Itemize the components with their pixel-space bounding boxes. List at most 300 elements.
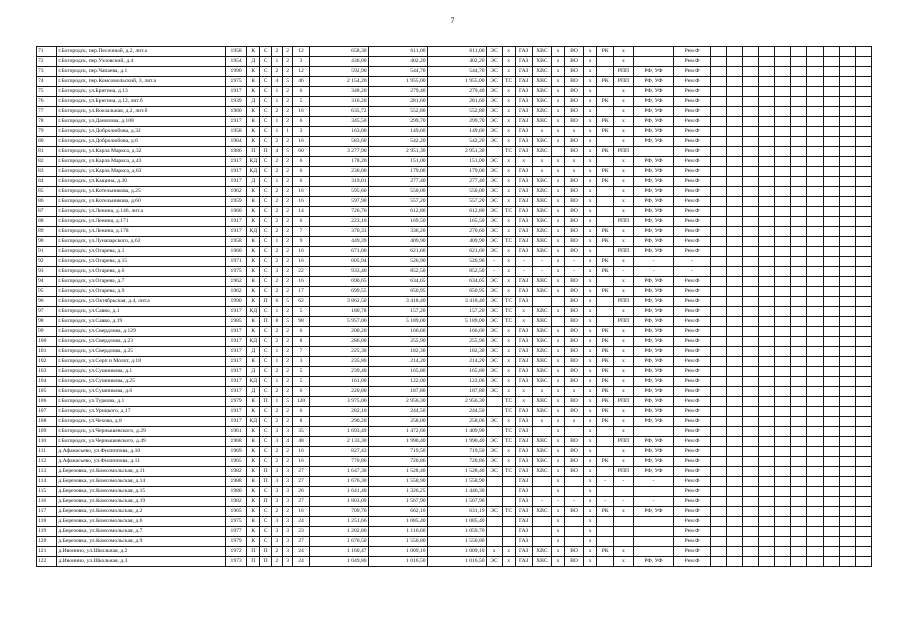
table-cell: Рем.Ф [674, 237, 710, 247]
table-cell [759, 267, 775, 277]
table-cell [710, 507, 726, 517]
table-cell [759, 247, 775, 257]
table-cell: Рем.Ф [674, 497, 710, 507]
table-cell: ВО [564, 557, 583, 567]
table-cell: 9 [293, 237, 309, 247]
table-cell [823, 537, 839, 547]
table-cell: 2 [272, 327, 283, 337]
table-cell: х [564, 127, 583, 137]
table-cell: РПП [614, 67, 633, 77]
table-cell [791, 517, 807, 527]
table-cell: 26 [293, 487, 309, 497]
table-cell: ЭС [486, 357, 502, 367]
table-cell [726, 277, 742, 287]
table-cell [823, 407, 839, 417]
table-cell [791, 147, 807, 157]
table-cell [839, 447, 855, 457]
table-cell: 255,90 [427, 337, 486, 347]
table-cell: 4 [282, 437, 293, 447]
table-row [37, 157, 872, 167]
table-cell: х [614, 547, 633, 557]
table-cell [759, 467, 775, 477]
table-cell [839, 157, 855, 167]
table-cell: х [552, 477, 565, 487]
table-cell: ТС [502, 467, 515, 477]
table-cell: РК [597, 347, 614, 357]
table-cell: г.Богородск, ул.Бригина, д.13 [57, 87, 226, 97]
table-cell [597, 157, 614, 167]
table-cell: х [584, 557, 597, 567]
table-cell: Рем.Ф [674, 87, 710, 97]
table-cell [791, 467, 807, 477]
table-cell [839, 477, 855, 487]
table-cell: 1988 [225, 477, 246, 487]
table-row [37, 257, 872, 267]
table-cell: 83 [37, 167, 57, 177]
table-cell: ГАЗ [515, 287, 532, 297]
table-cell [791, 277, 807, 287]
table-cell: Д [247, 367, 260, 377]
table-cell: К [247, 507, 260, 517]
table-cell: 1 059,70 [427, 527, 486, 537]
table-cell [823, 107, 839, 117]
table-cell: ХВС [532, 67, 551, 77]
table-cell: 5 [282, 317, 293, 327]
table-cell [775, 427, 791, 437]
table-cell [633, 517, 674, 527]
table-cell: ГАЗ [515, 57, 532, 67]
table-row [37, 67, 872, 77]
table-cell: ХВС [532, 187, 551, 197]
table-cell: ВО [564, 237, 583, 247]
table-cell [743, 477, 759, 487]
table-cell: ЭС [486, 197, 502, 207]
table-cell: ЭС [486, 217, 502, 227]
table-cell: 104 [37, 377, 57, 387]
table-cell: 2 [282, 157, 293, 167]
table-cell: Рем.Ф [674, 137, 710, 147]
table-cell: ХВС [532, 407, 551, 417]
table-cell: 122,00 [368, 377, 427, 387]
table-cell: х [552, 197, 565, 207]
table-cell [775, 177, 791, 187]
table-cell: РФ, УФ [633, 197, 674, 207]
table-cell [759, 317, 775, 327]
table-cell: 550,00 [427, 187, 486, 197]
table-cell: 5 [282, 397, 293, 407]
table-cell: ГАЗ [515, 377, 532, 387]
table-cell: г.Богородск, пер.Песочный, д.2, лит.а [57, 47, 226, 57]
table-cell: 4 [272, 147, 283, 157]
table-cell [502, 477, 515, 487]
table-cell [743, 497, 759, 507]
table-cell: Рем.Ф [674, 447, 710, 457]
table-cell [807, 67, 823, 77]
table-cell [855, 47, 871, 57]
table-cell: 3 [272, 497, 283, 507]
table-cell: 2 [282, 447, 293, 457]
table-cell: Рем.Ф [674, 477, 710, 487]
table-cell: 1 990,40 [427, 437, 486, 447]
table-cell [807, 507, 823, 517]
table-cell: г.Богородск, ул.Котельникова, д.25 [57, 187, 226, 197]
table-cell [807, 187, 823, 197]
table-cell [614, 517, 633, 527]
table-cell: 1917 [225, 117, 246, 127]
table-cell [759, 77, 775, 87]
table-cell: 214,20 [427, 357, 486, 367]
table-cell: х [584, 147, 597, 157]
table-cell: 2 [272, 217, 283, 227]
table-cell: ГАЗ [515, 347, 532, 357]
table-cell [839, 117, 855, 127]
table-cell: С [260, 127, 272, 137]
table-cell: Рем.Ф [674, 397, 710, 407]
table-cell: х [614, 307, 633, 317]
table-cell: 2 [282, 247, 293, 257]
table-cell: 3 [272, 467, 283, 477]
table-cell [839, 167, 855, 177]
table-cell: х [584, 77, 597, 87]
table-cell [597, 247, 614, 257]
table-cell: 1917 [225, 327, 246, 337]
table-cell: - [564, 497, 583, 507]
table-cell: РПП [614, 437, 633, 447]
table-cell: РК [597, 167, 614, 177]
table-cell [726, 407, 742, 417]
table-cell: К [247, 427, 260, 437]
table-cell: 5 957,00 [309, 317, 368, 327]
table-cell [726, 127, 742, 137]
table-cell: х [614, 277, 633, 287]
table-cell: х [584, 277, 597, 287]
table-cell: х [584, 227, 597, 237]
table-cell: С [260, 287, 272, 297]
table-cell: ЭС [486, 367, 502, 377]
table-cell: ХВС [532, 397, 551, 407]
table-cell: х [614, 137, 633, 147]
table-cell [855, 157, 871, 167]
table-cell [743, 67, 759, 77]
table-cell: 46 [293, 77, 309, 87]
table-cell [855, 267, 871, 277]
table-cell: 5 189,00 [427, 317, 486, 327]
table-cell: 2 [272, 227, 283, 237]
table-cell [855, 467, 871, 477]
table-cell: ГАЗ [515, 547, 532, 557]
table-cell [759, 527, 775, 537]
table-cell: ВО [564, 177, 583, 187]
table-cell: Д [247, 97, 260, 107]
table-cell: ГАЗ [515, 127, 532, 137]
table-cell [807, 107, 823, 117]
table-row [37, 457, 872, 467]
table-cell [597, 57, 614, 67]
table-cell: х [614, 427, 633, 437]
table-cell [552, 297, 565, 307]
table-cell [759, 287, 775, 297]
table-cell: С [260, 197, 272, 207]
table-cell: Рем.Ф [674, 77, 710, 87]
table-cell [855, 437, 871, 447]
table-cell: ГАЗ [515, 247, 532, 257]
table-cell: 258,00 [427, 417, 486, 427]
table-cell [710, 287, 726, 297]
table-cell: 2 [272, 157, 283, 167]
table-cell: х [614, 97, 633, 107]
table-cell [532, 517, 551, 527]
table-cell: РК [597, 257, 614, 267]
table-cell [807, 527, 823, 537]
table-cell: г.Богородск, ул.Свердлова, д.23 [57, 337, 226, 347]
table-cell: КД [247, 167, 260, 177]
table-cell: х [614, 417, 633, 427]
table-cell: г.Богородск, ул.Огарева, д.1 [57, 247, 226, 257]
table-cell [791, 187, 807, 197]
table-row [37, 527, 872, 537]
table-cell [710, 57, 726, 67]
table-cell: 86 [37, 197, 57, 207]
table-row [37, 537, 872, 547]
table-cell: К [247, 117, 260, 127]
table-cell: КД [247, 417, 260, 427]
table-cell: ЭС [486, 417, 502, 427]
table-cell: РФ, УФ [633, 177, 674, 187]
table-cell: 1917 [225, 367, 246, 377]
table-cell: 3 [272, 477, 283, 487]
table-cell: ЭС [486, 177, 502, 187]
table-cell [855, 287, 871, 297]
table-cell [743, 367, 759, 377]
table-cell: х [584, 507, 597, 517]
table-cell: ВО [564, 137, 583, 147]
table-cell [791, 397, 807, 407]
table-cell [710, 317, 726, 327]
table-cell: х [552, 447, 565, 457]
table-cell: 2 [272, 187, 283, 197]
table-cell [791, 117, 807, 127]
table-cell: 95 [37, 287, 57, 297]
table-cell [855, 117, 871, 127]
table-row [37, 427, 872, 437]
table-cell: 1980 [225, 487, 246, 497]
table-cell [839, 387, 855, 397]
table-cell [710, 107, 726, 117]
table-cell: 1 693,49 [309, 427, 368, 437]
table-cell [855, 137, 871, 147]
table-cell [855, 217, 871, 227]
table-cell: С [260, 97, 272, 107]
table-cell [791, 337, 807, 347]
table-cell [855, 277, 871, 287]
table-row [37, 177, 872, 187]
table-cell: ВО [564, 87, 583, 97]
table-cell: ТС [502, 437, 515, 447]
table-cell: ЭС [486, 137, 502, 147]
table-cell: К [247, 217, 260, 227]
table-cell: г.Богородск, ул.Октябрьская, д.4, лит.а [57, 297, 226, 307]
table-cell: х [552, 287, 565, 297]
table-cell [791, 217, 807, 227]
table-cell [807, 487, 823, 497]
table-cell [597, 137, 614, 147]
table-cell: х [552, 257, 565, 267]
table-cell: 3 [272, 487, 283, 497]
table-cell: Рем.Ф [674, 157, 710, 167]
table-cell: ЭС [486, 227, 502, 237]
table-cell: х [614, 447, 633, 457]
table-cell [532, 537, 551, 547]
table-row [37, 507, 872, 517]
table-cell: 690,65 [309, 277, 368, 287]
table-cell: К [247, 77, 260, 87]
table-cell [823, 547, 839, 557]
table-cell: 2 [272, 197, 283, 207]
table-cell: 1975 [225, 77, 246, 87]
table-cell: г.Богородск, ул.Свердлова, д.25 [57, 347, 226, 357]
table-cell: П [260, 467, 272, 477]
table-cell: ГАЗ [515, 297, 532, 307]
table-cell: ХВС [532, 287, 551, 297]
table-cell: ЭС [486, 337, 502, 347]
table-cell [743, 437, 759, 447]
table-cell [775, 547, 791, 557]
table-cell: С [260, 187, 272, 197]
table-cell [775, 537, 791, 547]
table-cell [775, 117, 791, 127]
table-cell: ТС [502, 77, 515, 87]
table-cell: 1 803,09 [309, 497, 368, 507]
table-cell: х [552, 87, 565, 97]
table-cell [775, 257, 791, 267]
table-cell [791, 227, 807, 237]
table-cell [839, 247, 855, 257]
table-cell: РФ, УФ [633, 337, 674, 347]
table-cell: ГАЗ [515, 197, 532, 207]
table-cell: г.Богородск, ул.Чернышевского, д.49 [57, 437, 226, 447]
table-cell [614, 537, 633, 547]
table-cell: х [584, 287, 597, 297]
table-cell [839, 287, 855, 297]
table-cell [839, 47, 855, 57]
table-cell: С [260, 347, 272, 357]
table-cell: 6 [293, 167, 309, 177]
table-cell: ГАЗ [515, 277, 532, 287]
table-cell [759, 347, 775, 357]
table-cell [855, 207, 871, 217]
table-cell: 3 [282, 427, 293, 437]
table-cell: 2 [272, 447, 283, 457]
table-cell [597, 527, 614, 537]
table-cell: ВО [564, 107, 583, 117]
table-cell: х [584, 447, 597, 457]
table-cell: 161,00 [309, 377, 368, 387]
table-cell [823, 487, 839, 497]
table-cell [633, 527, 674, 537]
table-cell: 336,20 [368, 227, 427, 237]
table-cell: х [614, 337, 633, 347]
table-cell: х [552, 177, 565, 187]
table-cell: ХВС [532, 237, 551, 247]
table-cell [855, 257, 871, 267]
table-cell: ГАЗ [515, 217, 532, 227]
table-cell [823, 307, 839, 317]
table-cell: 1 990,40 [368, 437, 427, 447]
table-cell [597, 427, 614, 437]
table-cell [855, 417, 871, 427]
table-cell: 402,20 [427, 57, 486, 67]
table-cell: 2 [272, 107, 283, 117]
table-cell [775, 317, 791, 327]
table-cell [839, 77, 855, 87]
table-row [37, 217, 872, 227]
table-cell: 2 [282, 357, 293, 367]
table-cell: г.Богородск, ул.Добролюбова, д.32 [57, 127, 226, 137]
table-cell [839, 277, 855, 287]
table-cell: ХВС [532, 77, 551, 87]
table-cell [791, 77, 807, 87]
table-cell: 16 [293, 197, 309, 207]
table-cell [855, 407, 871, 417]
table-cell [775, 217, 791, 227]
table-cell: х [532, 417, 551, 427]
table-cell: 5 [293, 307, 309, 317]
table-cell [710, 497, 726, 507]
table-cell: КД [247, 227, 260, 237]
table-row [37, 237, 872, 247]
table-cell: х [584, 367, 597, 377]
table-cell: Рем.Ф [674, 327, 710, 337]
table-cell: РК [597, 127, 614, 137]
table-cell [823, 77, 839, 87]
table-cell: ВО [564, 397, 583, 407]
table-cell: 157,20 [368, 307, 427, 317]
table-cell [839, 407, 855, 417]
table-cell: К [247, 47, 260, 57]
table-cell: г.Богородск, ул.Савво, д.19 [57, 317, 226, 327]
table-cell [839, 177, 855, 187]
table-cell: х [584, 117, 597, 127]
table-cell [839, 357, 855, 367]
table-row [37, 137, 872, 147]
table-cell: ЭС [486, 297, 502, 307]
table-cell: С [260, 117, 272, 127]
table-cell: х [614, 357, 633, 367]
table-cell: г.Богородск, ул.Туркова, д.1 [57, 397, 226, 407]
table-cell: - [486, 257, 502, 267]
table-cell: С [260, 337, 272, 347]
table-cell: х [584, 307, 597, 317]
table-cell: РК [597, 407, 614, 417]
table-cell: ЭС [486, 387, 502, 397]
table-cell: П [247, 547, 260, 557]
table-cell [839, 137, 855, 147]
table-cell [710, 437, 726, 447]
table-cell: 1960 [225, 107, 246, 117]
table-cell [502, 497, 515, 507]
table-cell: 699,55 [309, 287, 368, 297]
table-cell: 1 049,80 [309, 557, 368, 567]
table-cell: ХВС [532, 347, 551, 357]
table-cell [855, 477, 871, 487]
table-cell: К [247, 487, 260, 497]
table-cell [823, 217, 839, 227]
table-cell [823, 97, 839, 107]
table-cell: 1917 [225, 377, 246, 387]
table-cell: х [502, 547, 515, 557]
table-cell [710, 217, 726, 227]
table-cell [807, 377, 823, 387]
